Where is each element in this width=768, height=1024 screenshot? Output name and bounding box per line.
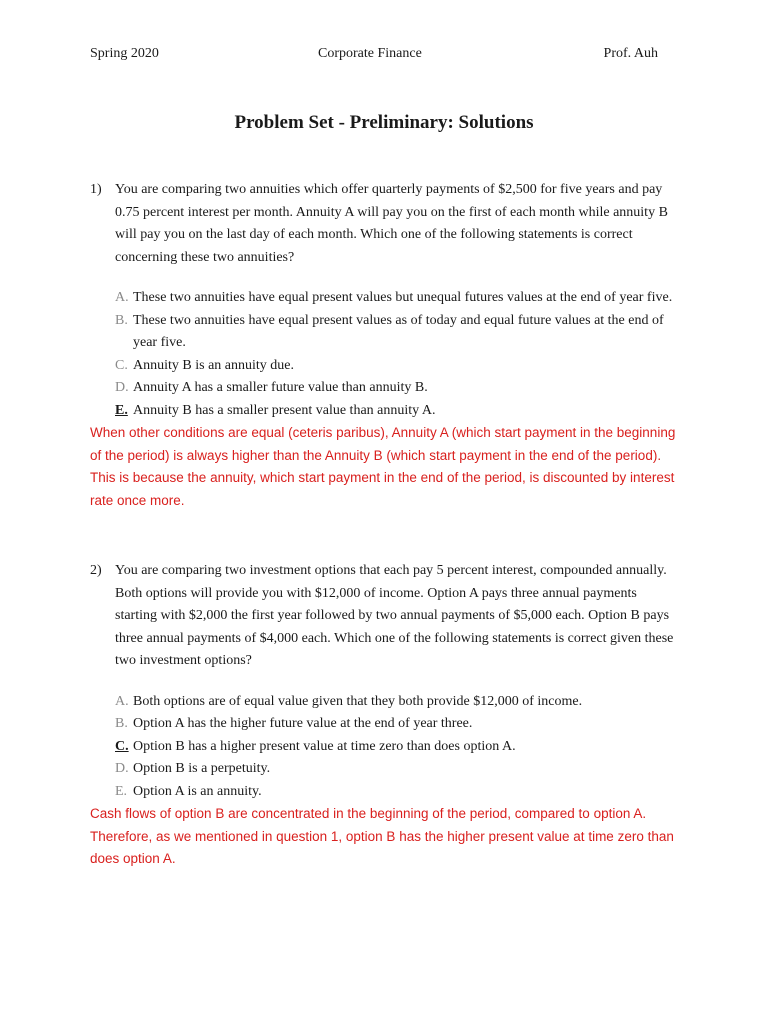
- page-title: Problem Set - Preliminary: Solutions: [234, 112, 534, 133]
- option-letter: A.: [115, 290, 129, 305]
- option-text: Option A has the higher future value at the end of year three.: [133, 716, 473, 731]
- option-text: Both options are of equal value given that they both provide $12,000 of income.: [133, 693, 583, 709]
- answer-explanation: When other conditions are equal (ceteris paribus), Annuity A (which start payment in the beginning of the period) is always higher than the Annuity B (which start payment in the end of the period). This is because the annuity, which start payment in the end of the period, is discounted by interest rate once more.: [90, 425, 676, 508]
- option-text: Annuity B is an annuity due.: [133, 357, 294, 373]
- option-letter: A.: [115, 693, 129, 709]
- option-e: [115, 781, 680, 804]
- option-a: [115, 287, 680, 310]
- question-stem: You are comparing two investment options that each pay 5 percent interest, compounded annually. Both options will provide you with $12,000 of income. Option A pays three annual payments starting with $2,000 the first year followed by two annual payments of $5,000 each. Option B pays three annual payments of $4,000 each. Which one of the following statements is correct given these two investment options?: [115, 563, 674, 668]
- option-text: Option A is an annuity.: [133, 783, 262, 799]
- option-letter: B.: [115, 312, 128, 328]
- option-text: These two annuities have equal present values as of today and equal future values at the end of year five.: [133, 312, 664, 350]
- option-d: [115, 377, 680, 400]
- correct-answer-letter: E.: [115, 402, 128, 418]
- option-text: Annuity A has a smaller future value than annuity B.: [133, 380, 428, 395]
- option-c: [115, 355, 680, 378]
- page-header: [90, 46, 658, 66]
- option-letter: B.: [115, 716, 128, 731]
- option-list: [115, 691, 680, 804]
- option-text: Annuity B has a smaller present value than annuity A.: [133, 402, 436, 418]
- option-c: [115, 736, 680, 759]
- correct-answer-letter: C.: [115, 738, 129, 754]
- option-letter: D.: [115, 761, 129, 776]
- header-professor: Prof. Auh: [603, 46, 658, 61]
- option-letter: D.: [115, 380, 129, 395]
- option-b: [115, 713, 680, 736]
- option-letter: E.: [115, 783, 128, 799]
- question-stem: You are comparing two annuities which offer quarterly payments of $2,500 for five years and pay 0.75 percent interest per month. Annuity A will pay you on the first of each month while annuity B will pay you on the last day of each month. Which one of the following statements is correct concerning these two annuities?: [115, 182, 668, 265]
- header-semester: Spring 2020: [90, 46, 159, 61]
- question-2: [90, 560, 680, 871]
- answer-explanation: Cash flows of option B are concentrated in the beginning of the period, compared to option A. Therefore, as we mentioned in question 1, option B has the higher present value at time zero than does option A.: [90, 806, 674, 866]
- option-d: [115, 758, 680, 781]
- option-text: Option B is a perpetuity.: [133, 761, 271, 776]
- question-1: [90, 179, 680, 512]
- question-number: 2): [90, 563, 102, 578]
- option-letter: C.: [115, 357, 128, 373]
- option-b: [115, 310, 680, 355]
- option-list: [115, 287, 680, 422]
- option-e: [115, 400, 680, 423]
- option-text: These two annuities have equal present values but unequal futures values at the end of year five.: [133, 290, 673, 305]
- header-course: Corporate Finance: [318, 46, 422, 61]
- question-number: 1): [90, 182, 102, 197]
- option-text: Option B has a higher present value at time zero than does option A.: [133, 738, 516, 754]
- option-a: [115, 691, 680, 714]
